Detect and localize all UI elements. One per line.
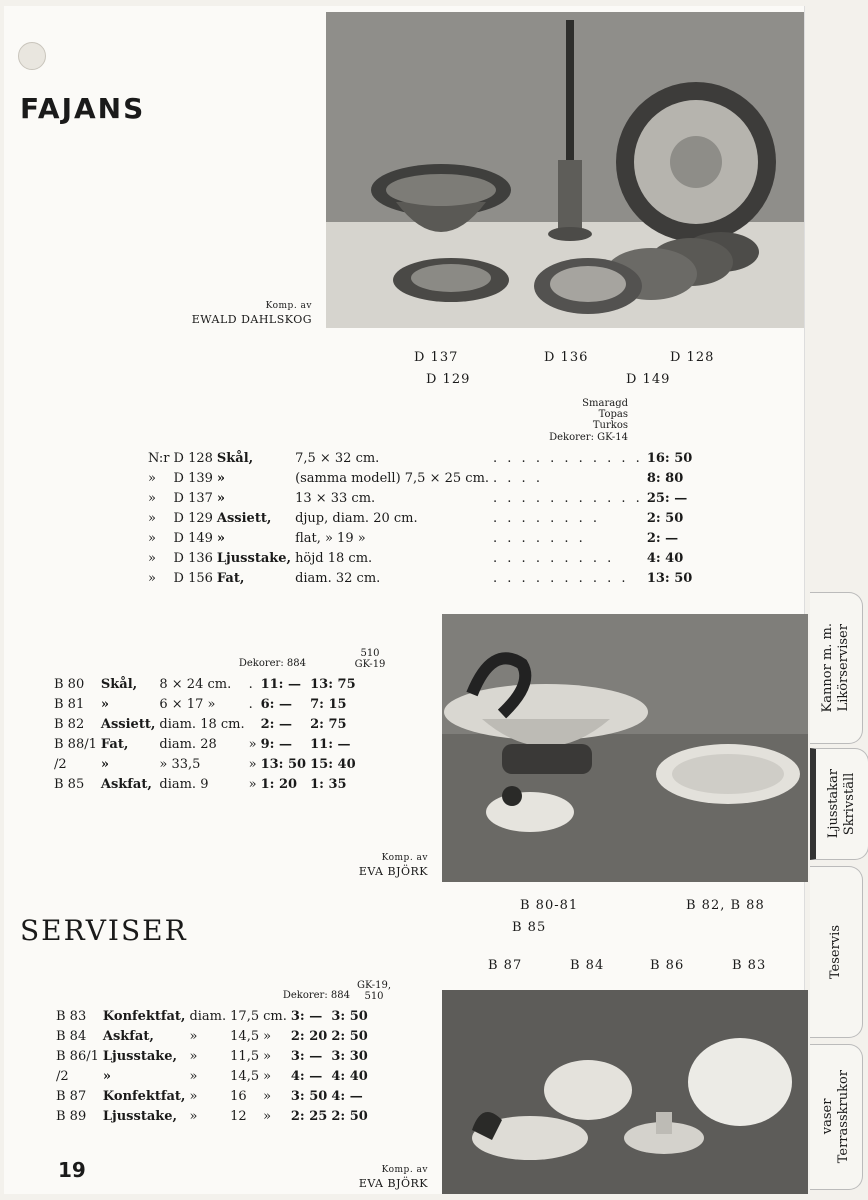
caption-d149: D 149 [626,372,671,387]
item-code: B 80 [54,676,85,692]
credit-name: EWALD DAHLSKOG [191,313,312,326]
tab-label-line1: Teservis [828,924,843,980]
decor-code: 884 [286,658,306,669]
item-desc: flat, » 19 » [295,530,366,546]
item-desc: 13 × 33 cm. [295,490,376,506]
item-unit: » [248,776,257,792]
item-desc: diam. 28 [159,736,217,752]
credit-name: EVA BJÖRK [358,865,428,878]
section-title-serviser: SERVISER [20,914,188,947]
item-code: D 129 [173,510,213,526]
price-gk19: 2: 50 [331,1028,368,1044]
item-size: 14,5 [230,1028,260,1044]
caption-d136: D 136 [544,350,589,365]
decor-name: Turkos [592,420,628,431]
item-name: Ljusstake, [102,1108,178,1124]
item-name: Assiett, [216,510,272,526]
item-price: 8: 80 [646,470,684,486]
item-price: 25: — [646,490,688,506]
price-884: 4: — [290,1068,323,1084]
caption-b86: B 86 [650,958,685,973]
leader-dots: . . . . . . . . . . . [493,490,643,506]
table-row [56,1046,372,1066]
item-code: B 89 [56,1108,87,1124]
credit-name: EVA BJÖRK [358,1177,428,1190]
item-unit: » [263,1048,272,1064]
section-title-fajans: FAJANS [20,92,146,125]
price-gk19: 7: 15 [310,696,347,712]
tab-label [820,1070,852,1163]
item-unit: » [263,1068,272,1084]
leader-dots: . . . . . . . . [493,510,601,526]
price-884: 2: 25 [290,1108,328,1124]
item-name: Askfat, [102,1028,154,1044]
item-code: B 84 [56,1028,87,1044]
catalog-page [4,6,804,1194]
fajans-price-table [148,448,696,588]
decor-name: Smaragd [582,398,628,409]
price-gk19: 15: 40 [310,756,356,772]
price-884: 11: — [260,676,302,692]
item-name: Konfektfat, [102,1008,186,1024]
row-prefix: » [148,510,156,526]
item-desc: diam. 9 [159,776,209,792]
price-884: 1: 20 [260,776,298,792]
item-unit: . [248,696,253,712]
item-desc: diam. [189,1008,227,1024]
item-unit [249,714,261,734]
decor-code: GK-19 [354,659,386,670]
photo-fajans [326,12,804,328]
fajans-decor-label-row [504,432,628,443]
item-name: » [100,756,110,772]
item-name: Assiett, [100,716,156,732]
item-unit: cm. [263,1008,287,1024]
price-884: 3: — [290,1048,323,1064]
item-code: B 88/1 [54,736,97,752]
item-name: Skål, [100,676,138,692]
tab-label [826,769,858,838]
table-row [56,1086,372,1106]
table-row [56,1026,372,1046]
item-price: 16: 50 [646,450,693,466]
price-884: 9: — [260,736,292,752]
tab-label-line1: Ljusstakar [826,769,841,839]
caption-d137: D 137 [414,350,459,365]
item-code: B 85 [54,776,85,792]
item-size: 12 [230,1108,247,1124]
decor-code: GK-14 [597,432,628,443]
price-884: 3: 50 [290,1088,328,1104]
decor-code: 884 [330,990,350,1001]
item-code: D 139 [173,470,213,486]
item-name: » [100,696,110,712]
serviser-decor-col2 [354,980,394,1002]
binder-hole [18,42,46,70]
tab-label [820,623,852,712]
decor-code: GK-19, [356,980,391,991]
caption-b83: B 83 [732,958,767,973]
leader-dots: . . . . . . . . . . . [493,450,643,466]
credit-dahlskog [154,300,312,326]
tab-label-line2: Skrivställ [842,772,857,836]
item-price: 4: 40 [646,550,684,566]
item-price: 2: — [646,530,679,546]
decor-name: Topas [598,409,628,420]
item-name: » [216,490,226,506]
item-code: B 87 [56,1088,87,1104]
row-prefix: » [148,530,156,546]
item-code: D 137 [173,490,213,506]
item-price: 13: 50 [646,570,693,586]
tab-label [828,925,844,979]
price-gk19: 4: 40 [331,1068,368,1084]
item-name: Skål, [216,450,254,466]
item-desc: (samma modell) 7,5 × 25 cm. [295,470,490,486]
item-size: 14,5 [230,1068,260,1084]
tab-vaser[interactable] [810,1044,863,1190]
item-unit: » [248,756,257,772]
item-size: 17,5 [230,1008,260,1024]
row-prefix: » [148,470,156,486]
item-name: » [216,470,226,486]
item-name: Fat, [216,570,245,586]
item-desc: » [189,1048,198,1064]
row-prefix: » [148,570,156,586]
item-desc: höjd 18 cm. [295,550,373,566]
table-row [54,674,360,694]
item-unit: » [263,1028,272,1044]
item-price: 2: 50 [646,510,684,526]
table-row [56,1066,372,1086]
item-name: » [216,530,226,546]
index-tabs [810,0,868,1200]
item-desc: 6 × 17 » [159,696,216,712]
photo-serviser [442,990,808,1194]
leader-dots: . . . . . . . . . [493,550,615,566]
item-desc: » [189,1108,198,1124]
table-row [148,508,696,528]
item-code: /2 [56,1068,69,1084]
photo-serviser-illustration [442,990,808,1194]
price-gk19: 3: 50 [331,1008,368,1024]
tab-teservis[interactable] [810,866,863,1038]
decor-label: Dekorer: [238,658,284,669]
item-code: B 86/1 [56,1048,99,1064]
table-row [54,714,360,734]
item-name: » [102,1068,112,1084]
decor-label: Dekorer: [282,990,328,1001]
leader-dots: . . . . . . . . . . [493,570,629,586]
item-desc: diam. 32 cm. [295,570,381,586]
price-884: 3: — [290,1008,323,1024]
price-gk19: 1: 35 [310,776,347,792]
price-gk19: 11: — [310,736,351,752]
b-price-table [54,674,360,794]
tab-ljusstakar[interactable] [810,748,868,860]
serviser-price-table [56,1006,372,1126]
leader-dots: . . . . [493,470,543,486]
price-884: 2: 20 [290,1028,328,1044]
item-code: B 81 [54,696,85,712]
price-884: 13: 50 [260,756,307,772]
table-row [54,754,360,774]
item-unit: » [263,1088,272,1104]
price-884: 6: — [260,696,292,712]
leader-dots: . . . . . . . [493,530,586,546]
table-row [148,448,696,468]
tab-label-line2: Likörserviser [836,624,851,712]
table-row [54,774,360,794]
caption-d128: D 128 [670,350,715,365]
item-code: B 83 [56,1008,87,1024]
price-884: 2: — [260,716,292,732]
item-desc: 8 × 24 cm. [159,676,232,692]
item-desc: diam. 18 cm. [159,716,245,732]
item-desc: djup, diam. 20 cm. [295,510,418,526]
item-unit: » [263,1108,272,1124]
item-desc: » [189,1028,198,1044]
caption-b87: B 87 [488,958,523,973]
table-row [54,694,360,714]
item-code: B 82 [54,716,85,732]
photo-b-series-illustration [442,614,808,882]
caption-b84: B 84 [570,958,605,973]
decor-label: Dekorer: [549,432,594,443]
b-decor-label-row [222,658,306,669]
item-code: D 149 [173,530,213,546]
item-desc: » [189,1068,198,1084]
price-gk19: 3: 30 [331,1048,368,1064]
row-prefix: » [148,550,156,566]
table-row [148,488,696,508]
table-row [148,528,696,548]
item-size: 11,5 [230,1048,260,1064]
tab-label-line1: Kannor m. m. [820,623,835,713]
price-gk19: 2: 75 [310,716,347,732]
caption-b82-b88: B 82, B 88 [686,898,765,913]
table-row [148,468,696,488]
table-row [54,734,360,754]
caption-b80-81: B 80-81 [520,898,579,913]
credit-bjork-1 [324,852,428,878]
table-row [148,568,696,588]
tab-label-line1: vaser [820,1099,835,1135]
credit-bjork-2 [324,1164,428,1190]
item-size: 16 [230,1088,247,1104]
tab-kannor[interactable] [810,592,863,744]
table-row [56,1006,372,1026]
item-name: Konfektfat, [102,1088,186,1104]
credit-prefix: Komp. av [381,853,428,863]
item-desc: 7,5 × 32 cm. [295,450,380,466]
price-gk19: 2: 50 [331,1108,368,1124]
decor-code: 510 [360,648,380,659]
row-prefix: » [148,490,156,506]
credit-prefix: Komp. av [381,1165,428,1175]
item-desc: » [189,1088,198,1104]
caption-d129: D 129 [426,372,471,387]
item-code: D 156 [173,570,213,586]
b-decor-col2 [350,648,390,670]
item-name: Askfat, [100,776,152,792]
price-gk19: 4: — [331,1088,363,1104]
item-code: D 136 [173,550,213,566]
decor-code: 510 [364,991,384,1002]
photo-b-series [442,614,808,882]
fajans-decor-header [564,398,628,431]
item-code: /2 [54,756,67,772]
caption-b85: B 85 [512,920,547,935]
item-unit: » [248,736,257,752]
table-row [148,548,696,568]
item-name: Ljusstake, [216,550,292,566]
photo-fajans-illustration [326,12,804,328]
tab-label-line2: Terrasskrukor [836,1070,851,1164]
credit-prefix: Komp. av [265,301,312,311]
item-unit: . [248,676,253,692]
item-name: Ljusstake, [102,1048,178,1064]
page-number: 19 [58,1158,86,1182]
item-desc: » 33,5 [159,756,201,772]
price-gk19: 13: 75 [310,676,356,692]
item-name: Fat, [100,736,129,752]
table-row [56,1106,372,1126]
row-prefix: N:r [148,450,170,466]
serviser-decor-label-row [266,990,350,1001]
item-code: D 128 [173,450,213,466]
